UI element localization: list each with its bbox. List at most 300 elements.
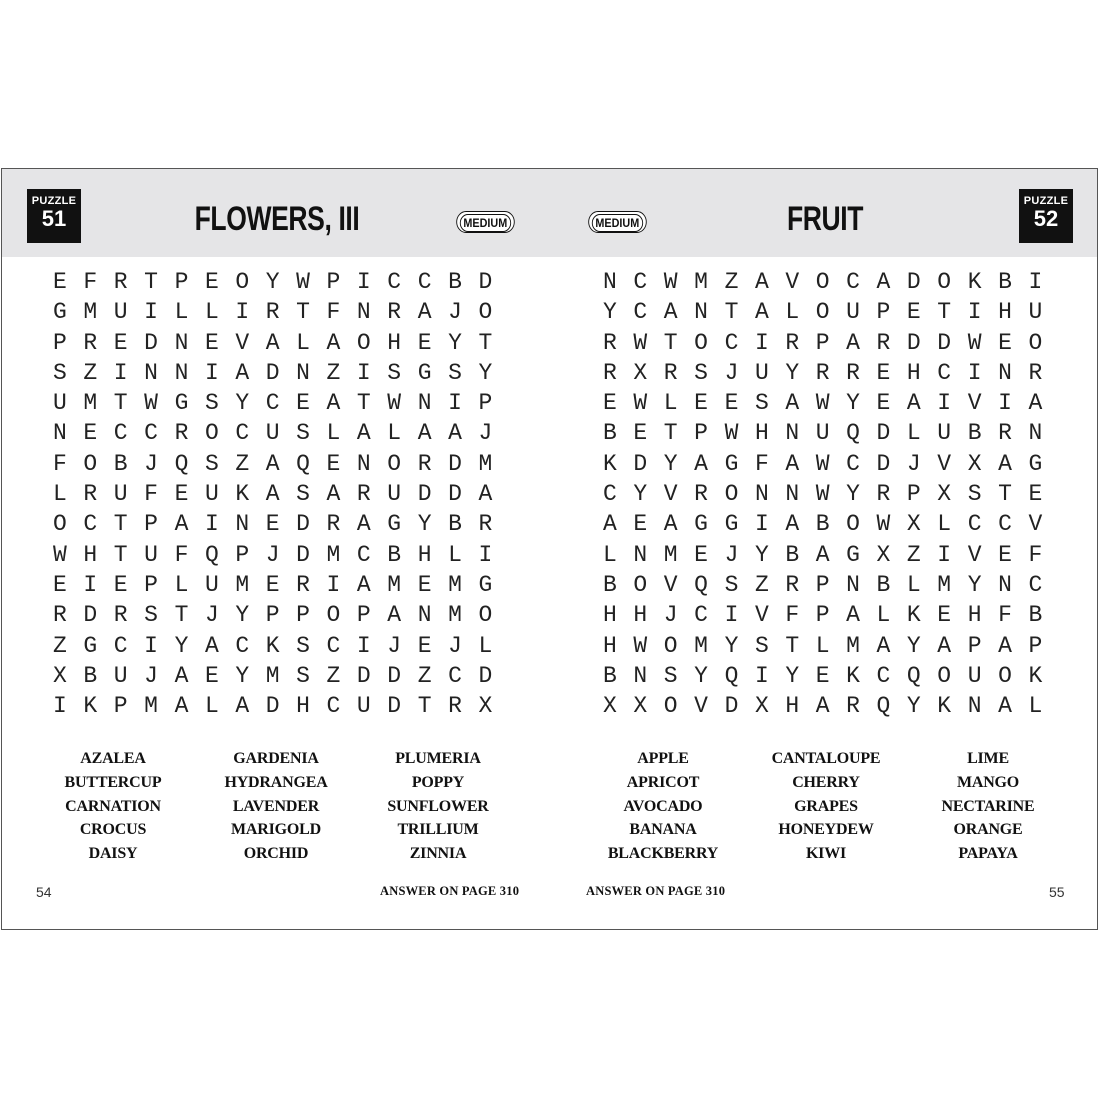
word-list-item: CARNATION — [65, 797, 161, 815]
grid-letter: H — [387, 329, 402, 356]
grid-letter: P — [296, 602, 310, 629]
grid-letter: O — [478, 602, 493, 629]
difficulty-label: MEDIUM — [460, 214, 511, 232]
grid-letter: C — [113, 632, 128, 659]
grid-letter: L — [785, 299, 800, 326]
grid-letter: J — [265, 541, 280, 568]
grid-letter: S — [663, 662, 678, 689]
grid-row — [53, 418, 509, 448]
grid-letter: U — [265, 420, 280, 447]
grid-letter: Z — [83, 359, 98, 386]
grid-row — [603, 509, 1059, 539]
grid-letter: I — [356, 632, 371, 659]
grid-row — [53, 540, 509, 570]
grid-letter: I — [478, 541, 493, 568]
grid-letter: G — [846, 541, 860, 568]
grid-letter: T — [113, 390, 128, 417]
grid-letter: N — [417, 390, 432, 417]
word-list-item: TRILLIUM — [397, 821, 479, 839]
grid-letter: J — [478, 420, 493, 447]
grid-letter: I — [937, 541, 952, 568]
grid-letter: O — [204, 420, 219, 447]
grid-letter: R — [83, 329, 98, 356]
grid-letter: Z — [724, 269, 739, 295]
grid-row — [603, 418, 1059, 448]
grid-row — [603, 328, 1059, 358]
grid-letter: P — [876, 299, 891, 326]
grid-letter: J — [387, 632, 402, 659]
grid-letter: T — [663, 329, 678, 356]
grid-letter: N — [174, 329, 189, 356]
word-list-item: PLUMERIA — [395, 750, 481, 767]
grid-letter: R — [174, 420, 189, 447]
word-list-item: MANGO — [956, 773, 1020, 791]
grid-letter: M — [694, 269, 708, 295]
grid-letter: E — [296, 390, 310, 417]
grid-letter: G — [387, 511, 402, 538]
grid-letter: D — [876, 420, 891, 447]
grid-letter: J — [906, 450, 921, 477]
grid-letter: D — [478, 662, 493, 689]
grid-letter: A — [265, 329, 280, 356]
grid-letter: R — [417, 450, 432, 477]
grid-letter: I — [144, 632, 158, 659]
grid-letter: A — [478, 481, 493, 508]
grid-letter: N — [633, 662, 648, 689]
word-list-item: HONEYDEW — [778, 821, 874, 839]
grid-row — [53, 631, 509, 661]
grid-letter: C — [235, 632, 250, 659]
grid-letter: Q — [204, 541, 219, 568]
page-number-right: 55 — [1049, 884, 1065, 900]
grid-row — [53, 358, 509, 388]
grid-letter: C — [998, 511, 1012, 538]
grid-letter: B — [967, 420, 982, 447]
grid-letter: L — [876, 602, 891, 629]
grid-letter: D — [265, 693, 280, 720]
grid-letter: A — [998, 450, 1012, 477]
grid-letter: I — [356, 269, 371, 295]
grid-letter: I — [724, 602, 739, 629]
grid-letter: F — [1028, 541, 1043, 568]
grid-letter: P — [906, 481, 921, 508]
grid-letter: P — [53, 329, 67, 356]
grid-letter: O — [998, 662, 1012, 689]
grid-letter: C — [967, 511, 982, 538]
grid-letter: T — [785, 632, 800, 659]
grid-letter: E — [53, 269, 67, 295]
grid-letter: N — [694, 299, 708, 326]
grid-row — [603, 631, 1059, 661]
grid-letter: E — [603, 390, 617, 417]
grid-letter: A — [356, 571, 371, 598]
word-list-item: MARIGOLD — [231, 821, 321, 839]
grid-letter: Y — [265, 269, 280, 295]
grid-letter: X — [876, 541, 891, 568]
grid-letter: H — [417, 541, 432, 568]
grid-letter: Y — [235, 602, 250, 629]
grid-letter: W — [876, 511, 891, 538]
grid-letter: M — [83, 299, 98, 326]
grid-letter: B — [603, 662, 617, 689]
grid-letter: R — [113, 602, 128, 629]
grid-letter: D — [296, 541, 310, 568]
grid-letter: C — [846, 269, 860, 295]
grid-letter: H — [785, 693, 800, 720]
grid-letter: S — [204, 390, 219, 417]
grid-letter: N — [235, 511, 250, 538]
grid-letter: P — [326, 269, 341, 295]
grid-row — [53, 328, 509, 358]
grid-letter: Y — [785, 359, 800, 386]
grid-letter: T — [478, 329, 493, 356]
grid-letter: E — [998, 329, 1012, 356]
grid-letter: T — [998, 481, 1012, 508]
grid-letter: O — [633, 571, 648, 598]
grid-letter: Y — [448, 329, 462, 356]
grid-letter: A — [876, 269, 891, 295]
grid-row — [53, 388, 509, 418]
grid-letter: A — [326, 390, 341, 417]
grid-letter: X — [603, 693, 617, 720]
word-list-item: CHERRY — [792, 773, 860, 791]
grid-letter: V — [663, 571, 678, 598]
grid-letter: A — [876, 632, 891, 659]
grid-letter: R — [815, 359, 830, 386]
grid-letter: N — [174, 359, 189, 386]
grid-letter: X — [53, 662, 67, 689]
grid-letter: I — [937, 390, 952, 417]
grid-letter: T — [113, 541, 128, 568]
grid-letter: Y — [663, 450, 678, 477]
grid-letter: W — [387, 390, 402, 417]
word-list-item: AZALEA — [80, 750, 146, 767]
puzzle-label: PUZZLE — [31, 195, 77, 207]
grid-letter: U — [1028, 299, 1043, 326]
grid-letter: R — [448, 693, 462, 720]
grid-letter: E — [724, 390, 739, 417]
grid-letter: R — [265, 299, 280, 326]
grid-letter: O — [1028, 329, 1043, 356]
grid-row — [53, 570, 509, 600]
puzzle-badge-left — [27, 189, 81, 243]
grid-letter: L — [906, 571, 921, 598]
grid-letter: W — [633, 329, 648, 356]
grid-letter: A — [937, 632, 952, 659]
word-list-item: ZINNIA — [409, 845, 467, 863]
grid-letter: R — [603, 329, 617, 356]
grid-letter: E — [265, 511, 280, 538]
grid-letter: S — [296, 662, 310, 689]
grid-row — [603, 479, 1059, 509]
grid-letter: R — [326, 511, 341, 538]
grid-letter: A — [754, 299, 769, 326]
grid-letter: C — [724, 329, 739, 356]
grid-letter: E — [113, 329, 128, 356]
word-list-item: BUTTERCUP — [64, 773, 162, 791]
grid-letter: D — [478, 269, 493, 295]
grid-letter: E — [326, 450, 341, 477]
word-column — [196, 747, 356, 866]
grid-letter: Y — [694, 662, 708, 689]
word-list-item: BANANA — [629, 821, 697, 839]
page-number-left: 54 — [36, 884, 52, 900]
grid-letter: O — [326, 602, 341, 629]
grid-letter: N — [785, 420, 800, 447]
grid-letter: K — [603, 450, 617, 477]
grid-letter: D — [633, 450, 648, 477]
grid-letter: T — [417, 693, 432, 720]
grid-letter: Z — [235, 450, 250, 477]
grid-letter: D — [724, 693, 739, 720]
grid-letter: V — [694, 693, 708, 720]
grid-letter: W — [815, 390, 830, 417]
grid-letter: R — [478, 511, 493, 538]
grid-letter: F — [785, 602, 800, 629]
grid-letter: I — [967, 299, 982, 326]
grid-row — [603, 388, 1059, 418]
grid-letter: Q — [174, 450, 189, 477]
grid-letter: Y — [846, 390, 860, 417]
grid-letter: E — [113, 571, 128, 598]
grid-letter: B — [387, 541, 402, 568]
word-list-item: DAISY — [88, 845, 138, 863]
grid-letter: F — [326, 299, 341, 326]
word-list-item: LIME — [967, 750, 1009, 767]
puzzle-number: 51 — [41, 206, 67, 231]
grid-letter: U — [204, 481, 219, 508]
grid-letter: I — [204, 511, 219, 538]
grid-letter: O — [815, 299, 830, 326]
grid-letter: W — [633, 390, 648, 417]
grid-letter: K — [235, 481, 250, 508]
grid-row — [603, 449, 1059, 479]
grid-letter: A — [754, 269, 769, 295]
grid-letter: D — [387, 693, 402, 720]
grid-letter: M — [235, 571, 250, 598]
letter-grid-right — [603, 267, 1059, 721]
grid-letter: W — [663, 269, 678, 295]
grid-letter: V — [967, 390, 982, 417]
grid-letter: O — [663, 632, 678, 659]
grid-letter: A — [906, 390, 921, 417]
grid-letter: A — [265, 481, 280, 508]
grid-letter: U — [967, 662, 982, 689]
grid-letter: E — [204, 662, 219, 689]
grid-letter: I — [754, 329, 769, 356]
grid-letter: N — [296, 359, 310, 386]
grid-row — [53, 449, 509, 479]
grid-letter: Q — [876, 693, 891, 720]
grid-letter: M — [846, 632, 860, 659]
grid-letter: P — [265, 602, 280, 629]
grid-letter: N — [998, 359, 1012, 386]
grid-letter: P — [356, 602, 371, 629]
grid-letter: R — [876, 329, 891, 356]
grid-letter: U — [846, 299, 860, 326]
grid-letter: U — [937, 420, 952, 447]
grid-letter: S — [204, 450, 219, 477]
grid-letter: C — [876, 662, 891, 689]
word-list-item: GARDENIA — [233, 750, 319, 767]
grid-letter: Z — [906, 541, 921, 568]
grid-letter: E — [174, 481, 189, 508]
grid-letter: D — [265, 359, 280, 386]
grid-letter: Y — [478, 359, 493, 386]
grid-letter: P — [144, 571, 158, 598]
grid-letter: O — [83, 450, 98, 477]
grid-letter: X — [633, 359, 648, 386]
grid-letter: N — [1028, 420, 1043, 447]
grid-letter: G — [478, 571, 493, 598]
grid-letter: T — [663, 420, 678, 447]
grid-letter: U — [754, 359, 769, 386]
grid-letter: O — [478, 299, 493, 326]
grid-letter: O — [53, 511, 67, 538]
grid-letter: K — [83, 693, 98, 720]
grid-letter: C — [937, 359, 952, 386]
grid-letter: J — [448, 299, 462, 326]
grid-letter: H — [967, 602, 982, 629]
word-list-item: GRAPES — [794, 797, 858, 815]
grid-letter: C — [326, 693, 341, 720]
grid-letter: S — [967, 481, 982, 508]
grid-letter: A — [174, 693, 189, 720]
grid-letter: J — [448, 632, 462, 659]
grid-letter: V — [785, 269, 800, 295]
grid-letter: A — [694, 450, 708, 477]
grid-letter: E — [633, 511, 648, 538]
puzzle-badge-right — [1019, 189, 1073, 243]
word-list-item: POPPY — [411, 773, 465, 791]
grid-letter: L — [296, 329, 310, 356]
grid-letter: L — [815, 632, 830, 659]
grid-letter: O — [815, 269, 830, 295]
grid-letter: E — [53, 571, 67, 598]
grid-letter: C — [235, 420, 250, 447]
grid-letter: H — [603, 632, 617, 659]
word-list-item: ORCHID — [243, 845, 309, 863]
grid-letter: N — [417, 602, 432, 629]
grid-letter: A — [326, 329, 341, 356]
grid-row — [603, 358, 1059, 388]
grid-letter: N — [846, 571, 860, 598]
grid-letter: Y — [235, 390, 250, 417]
grid-letter: Q — [694, 571, 708, 598]
difficulty-label: MEDIUM — [592, 214, 643, 232]
grid-letter: E — [906, 299, 921, 326]
grid-letter: P — [694, 420, 708, 447]
grid-letter: S — [694, 359, 708, 386]
grid-letter: M — [387, 571, 402, 598]
grid-letter: G — [724, 511, 739, 538]
grid-letter: R — [663, 359, 678, 386]
grid-letter: N — [785, 481, 800, 508]
word-list-item: SUNFLOWER — [387, 797, 489, 815]
word-column — [908, 747, 1068, 866]
grid-letter: P — [235, 541, 250, 568]
grid-letter: A — [356, 420, 371, 447]
word-list-item: PAPAYA — [958, 845, 1018, 863]
grid-letter: Z — [326, 359, 341, 386]
grid-letter: A — [448, 420, 462, 447]
grid-letter: A — [815, 541, 830, 568]
grid-letter: C — [144, 420, 158, 447]
grid-letter: J — [724, 359, 739, 386]
grid-letter: E — [694, 541, 708, 568]
word-column — [583, 747, 743, 866]
grid-letter: A — [785, 450, 800, 477]
grid-letter: E — [633, 420, 648, 447]
grid-letter: R — [53, 602, 67, 629]
grid-letter: A — [663, 299, 678, 326]
grid-letter: K — [967, 269, 982, 295]
grid-letter: C — [633, 269, 648, 295]
grid-letter: O — [235, 269, 250, 295]
puzzle-label: PUZZLE — [1023, 195, 1069, 207]
grid-letter: C — [1028, 571, 1043, 598]
grid-letter: T — [296, 299, 310, 326]
grid-letter: Z — [754, 571, 769, 598]
grid-letter: V — [1028, 511, 1043, 538]
grid-letter: D — [144, 329, 158, 356]
grid-letter: R — [83, 481, 98, 508]
grid-letter: S — [724, 571, 739, 598]
grid-row — [53, 600, 509, 630]
grid-letter: H — [998, 299, 1012, 326]
answer-reference-left: ANSWER ON PAGE 310 — [380, 884, 520, 898]
grid-letter: M — [326, 541, 341, 568]
grid-letter: N — [144, 359, 158, 386]
grid-letter: C — [417, 269, 432, 295]
grid-letter: X — [633, 693, 648, 720]
grid-letter: Z — [417, 662, 432, 689]
grid-letter: O — [724, 481, 739, 508]
grid-letter: A — [1028, 390, 1043, 417]
grid-letter: L — [448, 541, 462, 568]
grid-letter: E — [417, 632, 432, 659]
word-list-item: ORANGE — [953, 821, 1023, 839]
grid-letter: D — [876, 450, 891, 477]
grid-letter: N — [603, 269, 617, 295]
grid-letter: S — [296, 632, 310, 659]
grid-letter: W — [633, 632, 648, 659]
difficulty-badge-right — [588, 211, 646, 233]
grid-letter: V — [937, 450, 952, 477]
grid-letter: R — [387, 299, 402, 326]
grid-letter: E — [265, 571, 280, 598]
grid-row — [603, 600, 1059, 630]
grid-letter: L — [937, 511, 952, 538]
grid-letter: E — [694, 390, 708, 417]
grid-letter: L — [174, 299, 189, 326]
grid-letter: L — [663, 390, 678, 417]
grid-letter: C — [265, 390, 280, 417]
word-list-item: AVOCADO — [623, 797, 703, 815]
grid-letter: H — [296, 693, 310, 720]
grid-letter: T — [174, 602, 189, 629]
grid-letter: F — [53, 450, 67, 477]
grid-letter: W — [144, 390, 158, 417]
grid-letter: E — [815, 662, 830, 689]
answer-reference-right: ANSWER ON PAGE 310 — [586, 884, 726, 898]
grid-letter: Y — [417, 511, 432, 538]
grid-letter: S — [296, 481, 310, 508]
word-column — [746, 747, 906, 866]
grid-letter: W — [967, 329, 982, 356]
grid-letter: J — [204, 602, 219, 629]
grid-letter: A — [846, 602, 860, 629]
